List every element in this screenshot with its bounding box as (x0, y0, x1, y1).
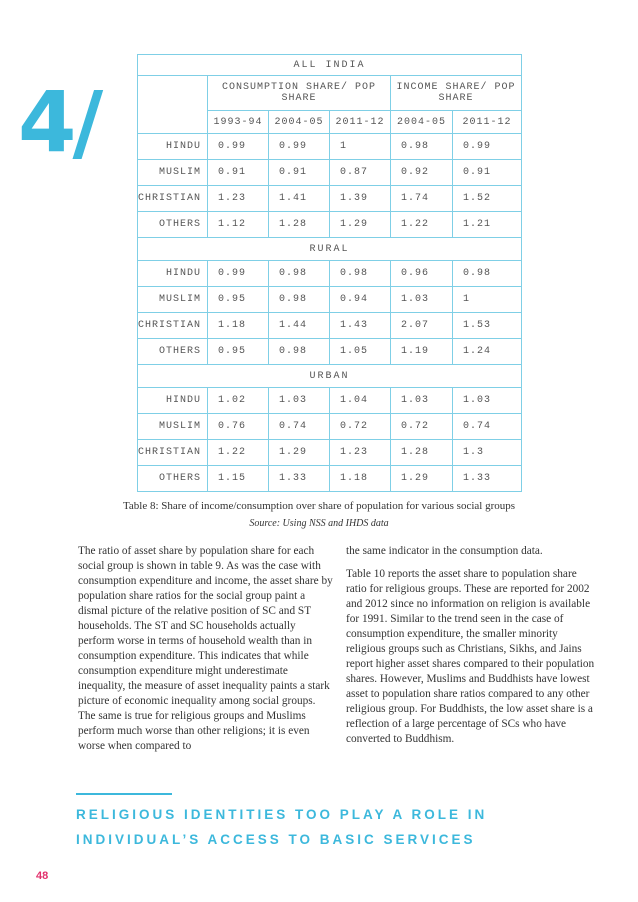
table-row (138, 160, 522, 186)
page-number: 48 (36, 870, 49, 882)
year-header: 2004-05 (391, 111, 453, 134)
row-label: MUSLIM (138, 414, 208, 440)
table-cell: 0.98 (391, 134, 453, 160)
table-cell: 1 (330, 134, 391, 160)
all-india-label: ALL INDIA (138, 55, 522, 76)
table-row (138, 212, 522, 238)
table-cell: 1.15 (208, 466, 269, 492)
table-cell: 0.74 (269, 414, 330, 440)
table-row (138, 313, 522, 339)
table-cell: 1.03 (453, 388, 522, 414)
body-paragraph: the same indicator in the consumption data. (346, 545, 543, 557)
table-corner-cell (138, 76, 208, 134)
table-cell: 1.02 (208, 388, 269, 414)
table-cell: 0.92 (391, 160, 453, 186)
row-label: OTHERS (138, 339, 208, 365)
table-section-header (138, 365, 522, 388)
table-row (138, 388, 522, 414)
table-cell: 1.23 (330, 440, 391, 466)
table-cell: 0.96 (391, 261, 453, 287)
table-cell: 1.33 (269, 466, 330, 492)
table-cell: 0.72 (330, 414, 391, 440)
table-cell: 1.03 (391, 388, 453, 414)
table-cell: 0.98 (269, 261, 330, 287)
row-label: HINDU (138, 261, 208, 287)
table-cell: 1.52 (453, 186, 522, 212)
table-cell: 0.74 (453, 414, 522, 440)
table-row (138, 261, 522, 287)
year-header: 1993-94 (208, 111, 269, 134)
table-cell: 0.91 (453, 160, 522, 186)
table-cell: 0.99 (208, 134, 269, 160)
table-cell: 1.41 (269, 186, 330, 212)
table-cell: 1.43 (330, 313, 391, 339)
table-cell: 1.39 (330, 186, 391, 212)
table-row (138, 186, 522, 212)
body-paragraph: Table 10 reports the asset share to population share ratio for religious groups. These are reported for 2002 and 2012 since no information on religion is available for 1991. Similar to the trend seen in the case of consumption expenditure, the smaller minority religious groups such as Christians, Sikhs, and Jains report higher asset shares compared to their population shares. However, Muslims and Buddhists have lowest asset to population share ratios compared to any other religious group. For Buddhists, the low asset share is a reflection of a large percentage of SCs who have converted to Buddhism. (346, 568, 595, 745)
table-cell: 1 (453, 287, 522, 313)
table-cell: 0.99 (208, 261, 269, 287)
table-cell: 1.29 (269, 440, 330, 466)
social-groups-share-table (137, 54, 522, 492)
table-cell: 1.18 (330, 466, 391, 492)
table-cell: 0.87 (330, 160, 391, 186)
row-label: OTHERS (138, 466, 208, 492)
table-cell: 0.98 (269, 287, 330, 313)
row-label: OTHERS (138, 212, 208, 238)
table-cell: 1.22 (208, 440, 269, 466)
table-cell: 1.03 (391, 287, 453, 313)
body-paragraph: The ratio of asset share by population share for each social group is shown in table 9. As was the case with consumption expenditure and income, the asset share by population share ratios for the social group paint a dismal picture of the relative position of SC and ST households. The ST and SC households actually perform worse in terms of household wealth than in consumption expenditure. This indicates that while consumption expenditure might underestimate inequality, the measure of asset inequality paints a stark picture of economic inequality among social groups. The same is true for religious groups and Muslims perform much worse than other religions; it is even worse when compared to (78, 545, 333, 752)
row-label: CHRISTIAN (138, 313, 208, 339)
table-cell: 0.99 (453, 134, 522, 160)
right-column (346, 544, 598, 755)
table-cell: 1.12 (208, 212, 269, 238)
table-cell: 0.98 (269, 339, 330, 365)
table-cell: 1.24 (453, 339, 522, 365)
consumption-header: CONSUMPTION SHARE/ POP SHARE (208, 76, 391, 111)
table-body (138, 55, 522, 492)
table-header-groups (138, 76, 522, 111)
year-header: 2011-12 (330, 111, 391, 134)
section-heading: RELIGIOUS IDENTITIES TOO PLAY A ROLE IN INDIVIDUAL’S ACCESS TO BASIC SERVICES (76, 807, 488, 847)
table-cell: 1.05 (330, 339, 391, 365)
table-cell: 1.28 (269, 212, 330, 238)
table-cell: 1.21 (453, 212, 522, 238)
table-row (138, 414, 522, 440)
table-cell: 0.94 (330, 287, 391, 313)
section-title: URBAN (138, 365, 522, 388)
year-header: 2011-12 (453, 111, 522, 134)
year-header: 2004-05 (269, 111, 330, 134)
table-row (138, 466, 522, 492)
table-cell: 0.72 (391, 414, 453, 440)
table-cell: 0.91 (269, 160, 330, 186)
table-row (138, 440, 522, 466)
row-label: MUSLIM (138, 160, 208, 186)
table-cell: 1.53 (453, 313, 522, 339)
table-cell: 1.44 (269, 313, 330, 339)
income-header: INCOME SHARE/ POP SHARE (391, 76, 522, 111)
row-label: HINDU (138, 388, 208, 414)
table-cell: 0.76 (208, 414, 269, 440)
table-cell: 1.29 (330, 212, 391, 238)
table-cell: 1.18 (208, 313, 269, 339)
table-cell: 1.33 (453, 466, 522, 492)
table-cell: 0.99 (269, 134, 330, 160)
table-cell: 1.3 (453, 440, 522, 466)
table-cell: 1.19 (391, 339, 453, 365)
table-cell: 0.98 (330, 261, 391, 287)
table-row (138, 287, 522, 313)
row-label: CHRISTIAN (138, 440, 208, 466)
table-section-header (138, 238, 522, 261)
left-column (78, 544, 333, 762)
table-caption: Table 8: Share of income/consumption over share of population for various social groups (122, 500, 516, 512)
row-label: MUSLIM (138, 287, 208, 313)
row-label: CHRISTIAN (138, 186, 208, 212)
chapter-number: 4/ (18, 73, 100, 171)
row-label: HINDU (138, 134, 208, 160)
table-cell: 0.98 (453, 261, 522, 287)
heading-divider (76, 793, 172, 795)
table-cell: 1.23 (208, 186, 269, 212)
table-cell: 2.07 (391, 313, 453, 339)
section-title: RURAL (138, 238, 522, 261)
table-cell: 1.22 (391, 212, 453, 238)
table-cell: 0.95 (208, 339, 269, 365)
table-cell: 1.03 (269, 388, 330, 414)
table-cell: 0.95 (208, 287, 269, 313)
table-cell: 1.28 (391, 440, 453, 466)
table-row (138, 134, 522, 160)
table-source: Source: Using NSS and IHDS data (249, 518, 389, 529)
table-header-all-india (138, 55, 522, 76)
table-cell: 1.74 (391, 186, 453, 212)
table-row (138, 339, 522, 365)
table-cell: 0.91 (208, 160, 269, 186)
table-cell: 1.04 (330, 388, 391, 414)
table-cell: 1.29 (391, 466, 453, 492)
data-table-container (137, 54, 521, 492)
